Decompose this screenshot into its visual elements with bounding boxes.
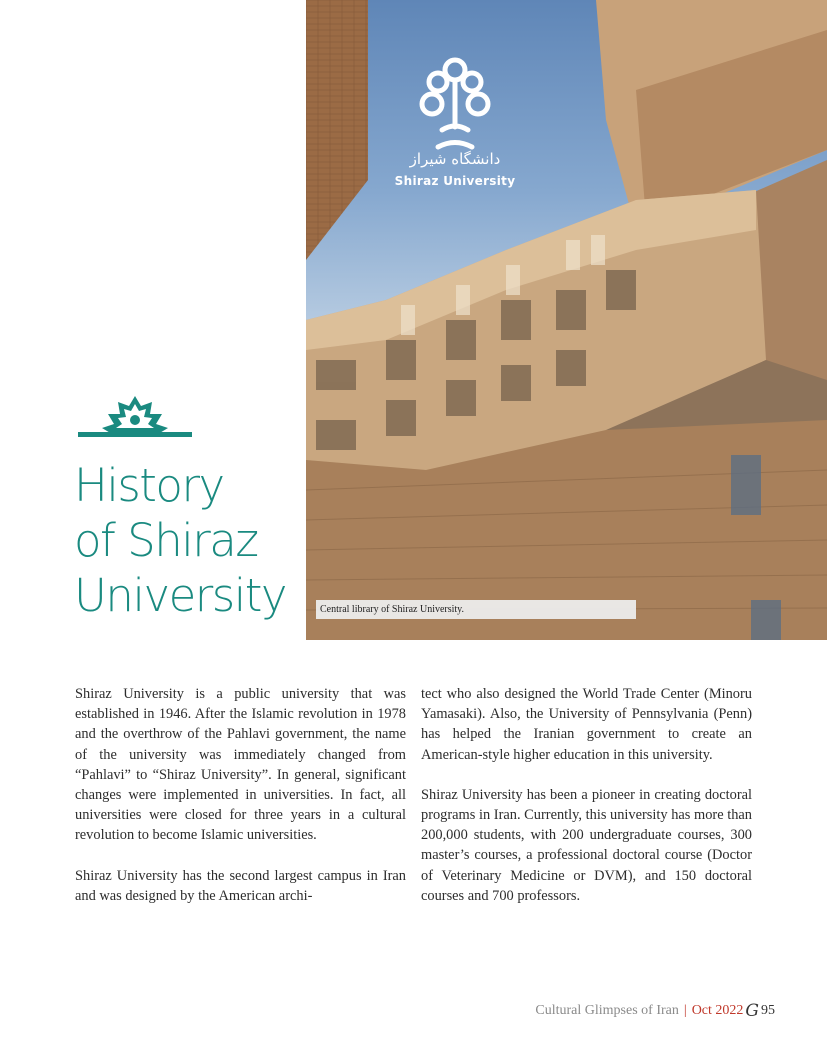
text-column-right <box>421 684 752 926</box>
paragraph: Shiraz University has been a pioneer in creating doctoral programs in Iran. Currently, this university has more than 200,000 students, with 200 undergraduate courses, 300 master’s courses, a professional doctoral course (Doctor of Veterinary Medicine or DVM), and 150 doctoral courses and 700 professors. <box>421 786 752 904</box>
university-logo <box>380 52 530 192</box>
title-line-3: University <box>74 569 286 622</box>
title-line-1: History <box>74 459 224 512</box>
issue-date: Oct 2022 <box>691 1003 744 1018</box>
photo-caption: Central library of Shiraz University. <box>316 600 636 619</box>
paragraph: Shiraz University is a public university that was established in 1946. After the Islamic revolution in 1978 and the overthrow of the Pahlavi government, the name of the university was immediately changed from “Pahlavi” to “Shiraz University”. In general, significant changes were implemented in universities. In fact, all universities were closed for three years in a cultural revolution to become Islamic universities. <box>75 686 406 844</box>
paragraph: Shiraz University has the second largest campus in Iran and was designed by the American archi- <box>75 867 406 904</box>
logo-script-text: دانشگاه شیراز <box>409 150 501 168</box>
magazine-name: Cultural Glimpses of Iran <box>535 1003 679 1018</box>
ornament-icon <box>76 394 194 440</box>
logo-text: Shiraz University <box>394 174 516 188</box>
page-footer <box>535 1001 775 1021</box>
paragraph: tect who also designed the World Trade Center (Minoru Yamasaki). Also, the University of Pennsylvania (Penn) has helped the Iranian government to create an American-style higher education in this university. <box>421 686 752 763</box>
article-title <box>74 458 304 623</box>
title-line-2: of Shiraz <box>74 514 258 567</box>
page-number: 95 <box>761 1003 775 1018</box>
magazine-logo-icon: G <box>745 1001 759 1021</box>
university-emblem-icon <box>380 52 530 172</box>
text-column-left <box>75 684 406 926</box>
footer-separator: | <box>683 1003 687 1018</box>
